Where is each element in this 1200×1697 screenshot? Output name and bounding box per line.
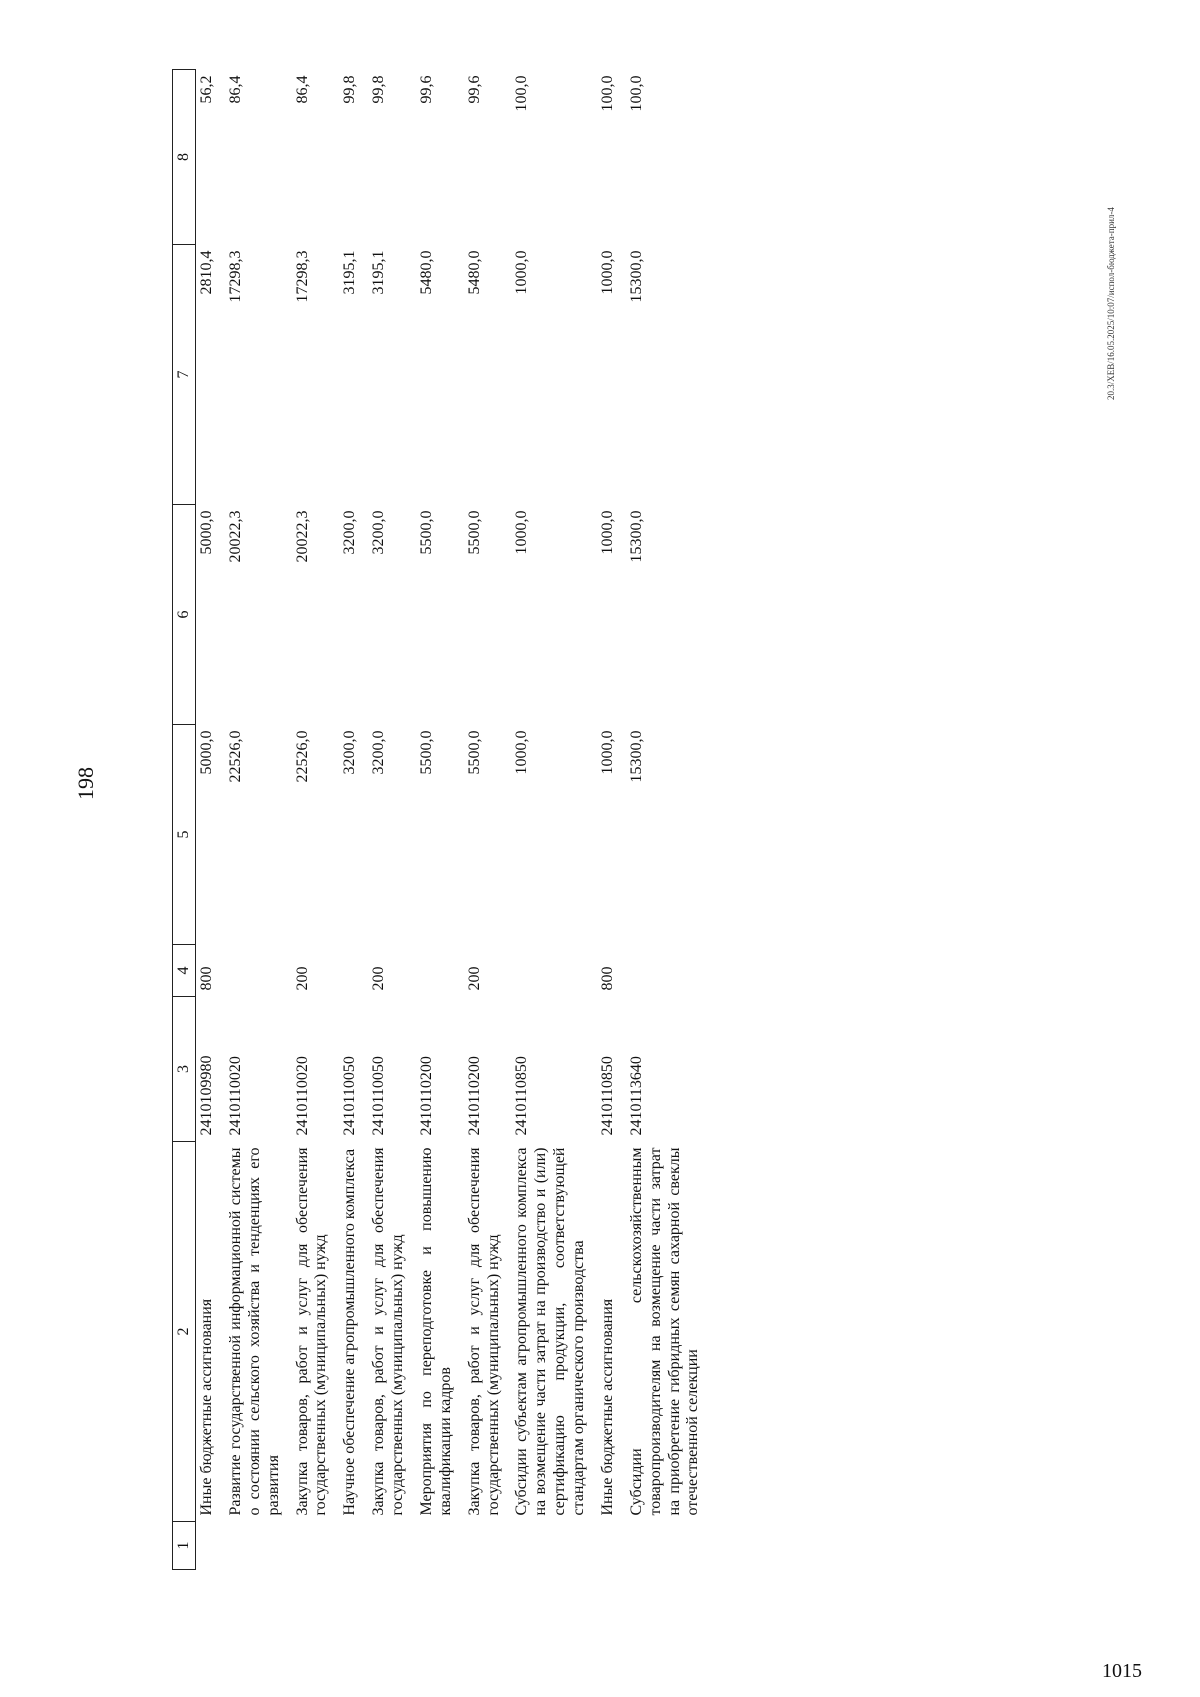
table-row [360,70,408,1570]
column-header-5: 5 [173,725,196,945]
table-header [173,70,196,1570]
value-col-7: 1000,0 [598,250,616,295]
expense-name: Научное обеспечение агропромышленного комплекса [341,1148,359,1516]
value-col-7: 5480,0 [417,250,435,295]
percent-col-8: 100,0 [627,75,645,112]
value-col-7: 17298,3 [293,250,311,303]
table-row [284,70,332,1570]
budget-table [172,69,703,1570]
value-col-6: 1000,0 [598,510,616,555]
expense-name: Мероприятия по переподготовке и повышению квалификации кадров [417,1147,454,1516]
value-col-6: 20022,3 [293,510,311,563]
value-col-5: 22526,0 [226,730,244,783]
value-col-5: 5500,0 [465,730,483,775]
value-col-6: 1000,0 [513,510,531,555]
percent-col-8: 100,0 [513,75,531,112]
target-code: 2410110200 [417,1056,435,1136]
percent-col-8: 86,4 [293,75,311,104]
percent-col-8: 100,0 [598,75,616,112]
expense-type-code: 800 [598,966,616,991]
expense-name: Закупка товаров, работ и услуг для обеспечения государственных (муниципальных) нужд [293,1147,330,1516]
expense-name: Закупка товаров, работ и услуг для обеспечения государственных (муниципальных) нужд [370,1147,406,1516]
value-col-5: 1000,0 [598,730,616,775]
percent-col-8: 86,4 [226,75,244,104]
column-header-6: 6 [173,505,196,725]
value-col-7: 1000,0 [513,250,531,295]
expense-type-code [618,945,704,997]
table-row [618,70,704,1570]
target-code: 2410110850 [513,1056,531,1136]
value-col-6: 5500,0 [465,510,483,555]
target-code: 2410110020 [293,1056,311,1136]
table-row [589,70,618,1570]
target-code: 2410109980 [198,1055,215,1136]
expense-name: Развитие государственной информационной системы о состоянии сельского хозяйства и тенденциях его развития [226,1147,282,1516]
table-row [456,70,504,1570]
value-col-7: 3195,1 [341,250,359,295]
table-row [408,70,456,1570]
document-footer-code: 20.3/XEB/16.05.2025/10:07/испол-бюджета-прил-4 [1106,207,1116,400]
value-col-6: 5000,0 [198,510,215,555]
value-col-5: 1000,0 [513,730,531,775]
expense-name: Иные бюджетные ассигнования [598,1298,616,1516]
column-header-3: 3 [173,997,196,1142]
value-col-7: 5480,0 [465,250,483,295]
value-col-5: 3200,0 [341,730,359,775]
value-col-5: 5500,0 [417,730,435,775]
value-col-7: 3195,1 [370,250,388,295]
target-code: 2410110200 [465,1056,483,1136]
table-row [331,70,360,1570]
column-header-4: 4 [173,945,196,997]
percent-col-8: 99,8 [341,75,359,104]
percent-col-8: 99,6 [417,75,435,104]
expense-name: Иные бюджетные ассигнования [198,1298,215,1516]
value-col-6: 20022,3 [226,510,244,563]
percent-col-8: 56,2 [198,75,215,104]
value-col-7: 2810,4 [198,250,215,295]
target-code: 2410110050 [370,1056,388,1136]
value-col-6: 3200,0 [370,510,388,555]
target-code: 2410110050 [341,1056,359,1136]
target-code: 2410110850 [598,1056,616,1136]
expense-type-code: 800 [198,966,215,991]
expense-type-code: 200 [293,966,311,991]
sheet-number: 1015 [1102,1660,1142,1682]
percent-col-8: 99,8 [370,75,388,104]
expense-type-code [503,945,589,997]
target-code: 2410110020 [226,1056,244,1136]
value-col-6: 5500,0 [417,510,435,555]
value-col-6: 15300,0 [627,510,645,563]
column-header-8: 8 [173,70,196,245]
expense-name: Субсидии субъектам агропромышленного комплекса на возмещение части затрат на производство и (или) сертификацию продукции, соответствующей стандартам органического производства [513,1147,587,1516]
table-row [196,70,217,1570]
column-header-7: 7 [173,245,196,505]
expense-type-code: 200 [370,966,388,991]
expense-type-code [408,945,456,997]
column-header-1: 1 [173,1522,196,1570]
page-number: 198 [73,767,98,800]
value-col-5: 3200,0 [370,730,388,775]
column-header-2: 2 [173,1142,196,1522]
value-col-6: 3200,0 [341,510,359,555]
expense-name: Субсидии сельскохозяйственным товаропроизводителям на возмещение части затрат на приобретение гибридных семян сахарной свеклы отечественной селекции [627,1147,702,1516]
value-col-5: 22526,0 [293,730,311,783]
value-col-5: 5000,0 [198,730,215,775]
target-code: 2410113640 [627,1056,645,1136]
value-col-7: 17298,3 [226,250,244,303]
expense-type-code [217,945,284,997]
value-col-7: 15300,0 [627,250,645,303]
percent-col-8: 99,6 [465,75,483,104]
table-row [503,70,589,1570]
expense-type-code [331,945,360,997]
table-row [217,70,284,1570]
expense-name: Закупка товаров, работ и услуг для обеспечения государственных (муниципальных) нужд [465,1147,502,1516]
expense-type-code: 200 [465,966,483,991]
value-col-5: 15300,0 [627,730,645,783]
budget-table-container [172,70,1002,1570]
